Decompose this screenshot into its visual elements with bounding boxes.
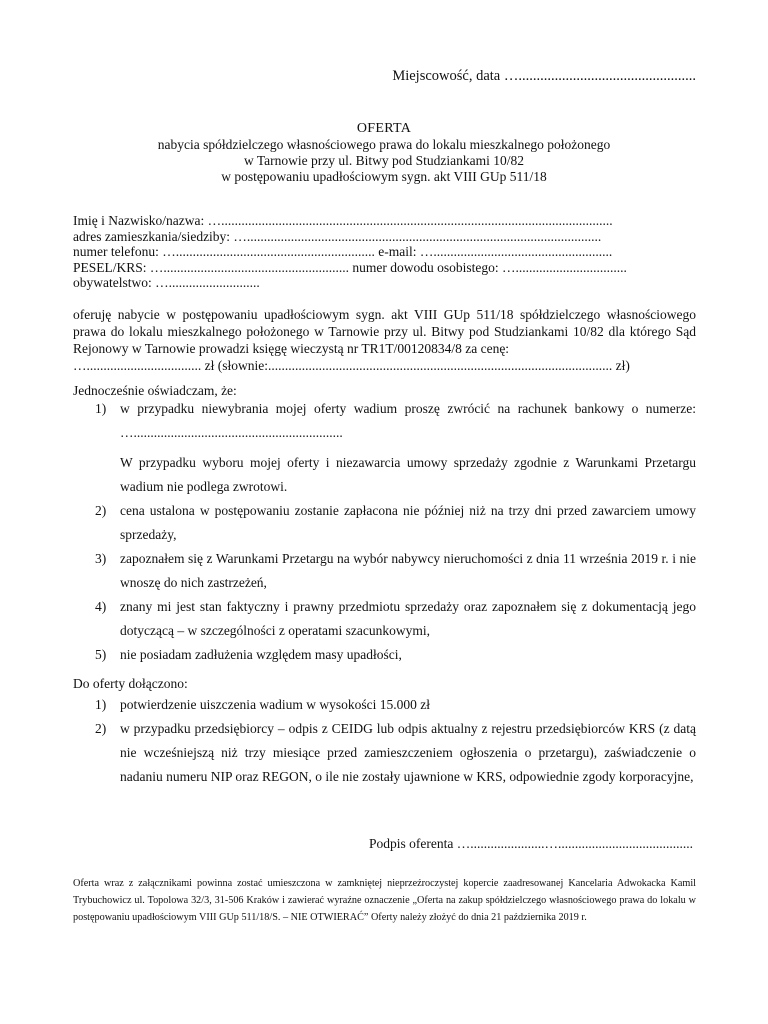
list-item xyxy=(73,547,696,595)
title-block xyxy=(72,121,696,185)
phone-email-field: numer telefonu: …........................................................... e-mail: …..................................................... xyxy=(73,244,613,259)
item-text: zapoznałem się z Warunkami Przetargu na wybór nabywcy nieruchomości z dnia 11 września 2019 r. i nie wnoszę do nich zastrzeżeń, xyxy=(120,551,696,590)
item-number: 2) xyxy=(95,503,107,518)
attachments-intro: Do oferty dołączono: xyxy=(73,676,188,691)
item-number: 2) xyxy=(95,721,107,736)
title-line-3: w postępowaniu upadłościowym sygn. akt VIII GUp 511/18 xyxy=(221,169,547,184)
item-text: nie posiadam zadłużenia względem masy upadłości, xyxy=(120,647,402,662)
citizenship-field: obywatelstwo: …........................... xyxy=(73,275,260,290)
item-text: potwierdzenie uiszczenia wadium w wysokości 15.000 zł xyxy=(120,697,431,712)
title-line-1: nabycia spółdzielczego własnościowego prawa do lokalu mieszkalnego położonego xyxy=(157,137,611,152)
name-field: Imię i Nazwisko/nazwa: ….................................................................................................................... xyxy=(73,213,613,228)
list-item xyxy=(73,717,696,789)
title-line-2: w Tarnowie przy ul. Bitwy pod Studziankami 10/82 xyxy=(243,153,525,168)
signature-line: Podpis oferenta …......................…........................................ xyxy=(369,836,693,851)
item-number: 1) xyxy=(95,697,107,712)
offer-paragraph xyxy=(73,306,696,374)
place-date-line: Miejscowość, data …................................................. xyxy=(392,68,696,84)
footnote: Oferta wraz z załącznikami powinna zostać umieszczona w zamkniętej nieprzeźroczystej kopercie zaadresowanej Kancelaria Adwokacka Kamil Trybuchowicz ul. Topolowa 32/3, 31-506 Kraków i zawierać wyraźne oznaczenie „Oferta na zakup spółdzielczego własnościowego prawa do lokalu w postępowaniu upadłościowym VIII GUp 511/18/S. – NIE OTWIERAĆ” Oferty należy złożyć do dnia 21 października 2019 r. xyxy=(73,878,696,923)
bidder-fields xyxy=(73,213,648,291)
item-text: cena ustalona w postępowaniu zostanie zapłacona nie później niż na trzy dni przed zawarciem umowy sprzedaży, xyxy=(120,503,696,542)
item-number: 4) xyxy=(95,599,107,614)
list-item xyxy=(73,643,696,667)
address-field: adres zamieszkania/siedziby: …......................................................................................................... xyxy=(73,228,602,244)
list-item xyxy=(73,499,696,547)
item-text: znany mi jest stan faktyczny i prawny przedmiotu sprzedaży oraz zapoznałem się z dokumentacją jego dotyczącą – w szczególności z operatami szacunkowymi, xyxy=(120,599,696,638)
list-item xyxy=(73,397,696,499)
item-number: 5) xyxy=(95,647,107,662)
document-title: OFERTA xyxy=(356,121,412,136)
list-item xyxy=(73,693,696,717)
declarations-intro: Jednocześnie oświadczam, że: xyxy=(73,383,237,398)
item-text: w przypadku niewybrania mojej oferty wadium proszę zwrócić na rachunek bankowy o numerze: ….............................................................. xyxy=(120,401,696,440)
offer-price-line: ….................................. zł (słownie:...................................................................................................... zł) xyxy=(73,358,630,373)
pesel-id-field: PESEL/KRS: …....................................................... numer dowodu osobistego: …................................. xyxy=(73,259,627,275)
item-subparagraph: W przypadku wyboru mojej oferty i niezawarcia umowy sprzedaży zgodnie z Warunkami Przetargu wadium nie podlega zwrotowi. xyxy=(120,455,696,494)
item-text: w przypadku przedsiębiorcy – odpis z CEIDG lub odpis aktualny z rejestru przedsiębiorców KRS (z datą nie wcześniejszą niż trzy miesiące przed zamieszczeniem ogłoszenia o przetargu), zaświadczenie o nadaniu numeru NIP oraz REGON, o ile nie zostały ujawnione w KRS, odpowiednie zgody korporacyjne, xyxy=(120,721,696,784)
offer-text: oferuję nabycie w postępowaniu upadłościowym sygn. akt VIII GUp 511/18 spółdzielczego własnościowego prawa do lokalu mieszkalnego położonego w Tarnowie przy ul. Bitwy pod Studziankami 10/82 dla którego Sąd Rejonowy w Tarnowie prowadzi księgę wieczystą nr TR1T/00120834/8 za cenę: xyxy=(73,307,696,356)
item-number: 3) xyxy=(95,551,107,566)
declarations-list xyxy=(73,397,696,667)
attachments-list xyxy=(73,693,696,789)
list-item xyxy=(73,595,696,643)
item-number: 1) xyxy=(95,401,107,416)
